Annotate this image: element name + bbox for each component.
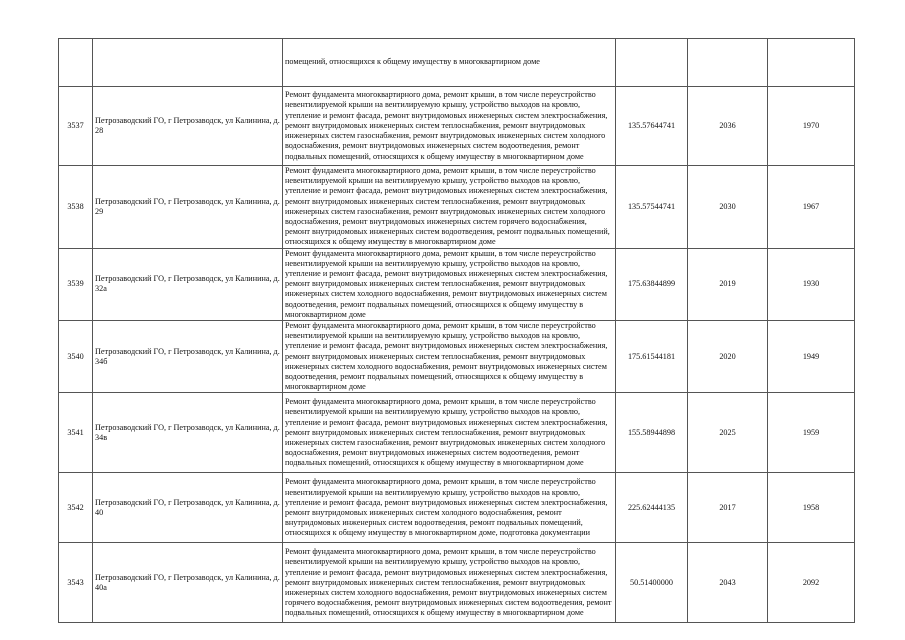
row-cost: 175.61544181: [616, 321, 688, 393]
row-number: 3537: [59, 87, 93, 166]
row-number: 3540: [59, 321, 93, 393]
table-row: [59, 393, 855, 473]
row-address: [93, 39, 283, 87]
table-row: [59, 248, 855, 320]
row-cost: 50.51400000: [616, 543, 688, 623]
row-cost: 175.63844899: [616, 248, 688, 320]
row-planned-year: 2043: [688, 543, 768, 623]
table-row: [59, 87, 855, 166]
row-planned-year: [688, 39, 768, 87]
row-planned-year: 2025: [688, 393, 768, 473]
row-number: 3543: [59, 543, 93, 623]
row-number: 3538: [59, 166, 93, 249]
row-planned-year: 2019: [688, 248, 768, 320]
row-number: [59, 39, 93, 87]
capital-repair-table: [58, 38, 855, 623]
row-address: Петрозаводский ГО, г Петрозаводск, ул Калинина, д. 32а: [93, 248, 283, 320]
row-cost: 155.58944898: [616, 393, 688, 473]
row-works: помещений, относящихся к общему имуществу в многоквартирном доме: [283, 39, 616, 87]
table-row: [59, 166, 855, 249]
row-works: Ремонт фундамента многоквартирного дома, ремонт крыши, в том числе переустройство невентилируемой крыши на вентилируемую крышу, устройство выходов на кровлю, утепление и ремонт фасада, ремонт внутридомовых инженерных систем электроснабжения, ремонт внутридомовых инженерных систем теплоснабжения, ремонт внутридомовых инженерных систем газоснабжения, ремонт внутридомовых инженерных систем холодного водоснабжения, ремонт внутридомовых инженерных систем горячего водоснабжения, ремонт внутридомовых инженерных систем водоотведения, ремонт подвальных помещений, относящихся к общему имуществу в многоквартирном доме: [283, 166, 616, 249]
table-row: [59, 543, 855, 623]
table-row: [59, 473, 855, 543]
row-address: Петрозаводский ГО, г Петрозаводск, ул Калинина, д. 34б: [93, 321, 283, 393]
row-works: Ремонт фундамента многоквартирного дома, ремонт крыши, в том числе переустройство невентилируемой крыши на вентилируемую крышу, устройство выходов на кровлю, утепление и ремонт фасада, ремонт внутридомовых инженерных систем электроснабжения, ремонт внутридомовых инженерных систем теплоснабжения, ремонт внутридомовых инженерных систем газоснабжения, ремонт внутридомовых инженерных систем холодного водоснабжения, ремонт внутридомовых инженерных систем водоотведения, ремонт подвальных помещений, относящихся к общему имуществу в многоквартирном доме: [283, 87, 616, 166]
row-address: Петрозаводский ГО, г Петрозаводск, ул Калинина, д. 40: [93, 473, 283, 543]
row-planned-year: 2036: [688, 87, 768, 166]
row-address: Петрозаводский ГО, г Петрозаводск, ул Калинина, д. 40а: [93, 543, 283, 623]
row-planned-year: 2030: [688, 166, 768, 249]
row-build-year: 1959: [768, 393, 855, 473]
table-row-continued: [59, 39, 855, 87]
table-row: [59, 321, 855, 393]
row-build-year: 2092: [768, 543, 855, 623]
row-address: Петрозаводский ГО, г Петрозаводск, ул Калинина, д. 34в: [93, 393, 283, 473]
row-build-year: 1970: [768, 87, 855, 166]
row-cost: 225.62444135: [616, 473, 688, 543]
row-number: 3542: [59, 473, 93, 543]
row-number: 3539: [59, 248, 93, 320]
row-works: Ремонт фундамента многоквартирного дома, ремонт крыши, в том числе переустройство невентилируемой крыши на вентилируемую крышу, устройство выходов на кровлю, утепление и ремонт фасада, ремонт внутридомовых инженерных систем электроснабжения, ремонт внутридомовых инженерных систем холодного водоснабжения, ремонт внутридомовых инженерных систем водоотведения, ремонт подвальных помещений, относящихся к общему имуществу в многоквартирном доме, подготовка документации: [283, 473, 616, 543]
row-cost: 135.57544741: [616, 166, 688, 249]
row-works: Ремонт фундамента многоквартирного дома, ремонт крыши, в том числе переустройство невентилируемой крыши на вентилируемую крышу, устройство выходов на кровлю, утепление и ремонт фасада, ремонт внутридомовых инженерных систем электроснабжения, ремонт внутридомовых инженерных систем теплоснабжения, ремонт внутридомовых инженерных систем холодного водоснабжения, ремонт внутридомовых инженерных систем водоотведения, ремонт подвальных помещений, относящихся к общему имуществу в многоквартирном доме: [283, 248, 616, 320]
row-cost: [616, 39, 688, 87]
row-works: Ремонт фундамента многоквартирного дома, ремонт крыши, в том числе переустройство невентилируемой крыши на вентилируемую крышу, устройство выходов на кровлю, утепление и ремонт фасада, ремонт внутридомовых инженерных систем электроснабжения, ремонт внутридомовых инженерных систем теплоснабжения, ремонт внутридомовых инженерных систем холодного водоснабжения, ремонт внутридомовых инженерных систем горячего водоснабжения, ремонт внутридомовых инженерных систем водоотведения, ремонт подвальных помещений, относящихся к общему имуществу в многоквартирном доме: [283, 543, 616, 623]
row-works: Ремонт фундамента многоквартирного дома, ремонт крыши, в том числе переустройство невентилируемой крыши на вентилируемую крышу, устройство выходов на кровлю, утепление и ремонт фасада, ремонт внутридомовых инженерных систем электроснабжения, ремонт внутридомовых инженерных систем теплоснабжения, ремонт внутридомовых инженерных систем газоснабжения, ремонт внутридомовых инженерных систем холодного водоснабжения, ремонт внутридомовых инженерных систем водоотведения, ремонт подвальных помещений, относящихся к общему имуществу в многоквартирном доме: [283, 393, 616, 473]
row-build-year: [768, 39, 855, 87]
row-works: Ремонт фундамента многоквартирного дома, ремонт крыши, в том числе переустройство невентилируемой крыши на вентилируемую крышу, устройство выходов на кровлю, утепление и ремонт фасада, ремонт внутридомовых инженерных систем электроснабжения, ремонт внутридомовых инженерных систем теплоснабжения, ремонт внутридомовых инженерных систем холодного водоснабжения, ремонт внутридомовых инженерных систем водоотведения, ремонт подвальных помещений, относящихся к общему имуществу в многоквартирном доме: [283, 321, 616, 393]
row-cost: 135.57644741: [616, 87, 688, 166]
row-address: Петрозаводский ГО, г Петрозаводск, ул Калинина, д. 29: [93, 166, 283, 249]
row-build-year: 1949: [768, 321, 855, 393]
row-planned-year: 2020: [688, 321, 768, 393]
row-number: 3541: [59, 393, 93, 473]
row-address: Петрозаводский ГО, г Петрозаводск, ул Калинина, д. 28: [93, 87, 283, 166]
row-planned-year: 2017: [688, 473, 768, 543]
row-build-year: 1930: [768, 248, 855, 320]
row-build-year: 1958: [768, 473, 855, 543]
row-build-year: 1967: [768, 166, 855, 249]
